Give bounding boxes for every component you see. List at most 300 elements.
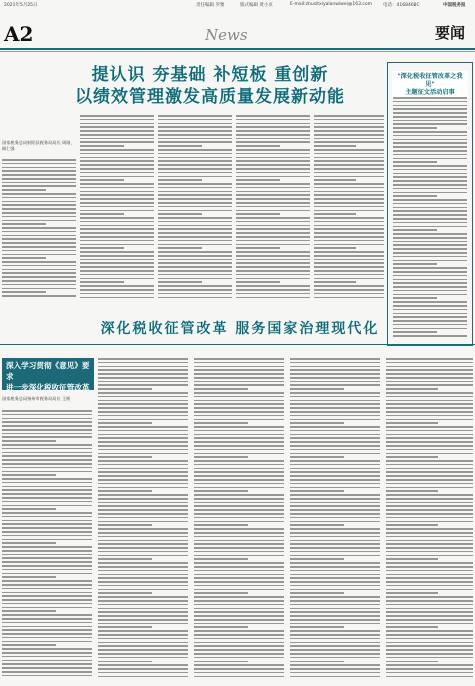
text-line bbox=[158, 262, 232, 264]
text-line bbox=[290, 430, 380, 432]
text-line bbox=[290, 449, 380, 451]
text-line bbox=[236, 278, 310, 280]
text-line bbox=[98, 634, 188, 636]
text-line bbox=[386, 373, 473, 375]
text-line bbox=[158, 259, 232, 261]
text-line bbox=[2, 554, 92, 556]
text-line bbox=[158, 266, 232, 268]
text-line bbox=[194, 475, 284, 477]
text-line bbox=[393, 123, 467, 125]
text-line bbox=[80, 119, 154, 121]
text-line bbox=[236, 123, 310, 125]
text-line bbox=[386, 566, 473, 568]
text-line bbox=[158, 228, 232, 230]
text-line bbox=[236, 183, 310, 185]
text-line bbox=[98, 381, 188, 383]
text-line bbox=[386, 400, 473, 402]
text-line bbox=[290, 581, 380, 583]
text-line bbox=[80, 168, 154, 170]
text-line bbox=[2, 185, 76, 187]
text-line bbox=[290, 540, 380, 542]
text-line bbox=[393, 105, 467, 107]
text-line bbox=[393, 237, 467, 239]
text-line bbox=[236, 187, 310, 189]
text-line bbox=[290, 596, 380, 598]
text-line bbox=[236, 228, 310, 230]
text-line bbox=[158, 172, 232, 174]
text-line bbox=[98, 623, 188, 625]
text-line bbox=[290, 528, 380, 530]
text-line bbox=[314, 183, 384, 185]
text-line bbox=[290, 411, 380, 413]
text-line bbox=[290, 517, 380, 519]
text-line bbox=[2, 482, 92, 484]
text-line bbox=[386, 592, 438, 594]
text-line bbox=[80, 202, 154, 204]
text-line bbox=[80, 232, 154, 234]
text-line bbox=[2, 261, 76, 263]
text-line bbox=[236, 153, 310, 155]
text-line bbox=[290, 532, 380, 534]
text-line bbox=[386, 453, 473, 455]
text-line bbox=[386, 505, 473, 507]
text-line bbox=[98, 615, 188, 617]
text-line bbox=[2, 433, 92, 435]
text-line bbox=[98, 524, 152, 526]
text-line bbox=[158, 236, 232, 238]
text-line bbox=[194, 479, 284, 481]
text-line bbox=[386, 392, 473, 394]
text-line bbox=[236, 194, 310, 196]
text-line bbox=[194, 536, 284, 538]
text-line bbox=[194, 471, 284, 473]
text-line bbox=[386, 366, 473, 368]
text-line bbox=[158, 176, 232, 178]
text-line bbox=[236, 274, 310, 276]
text-line bbox=[290, 377, 380, 379]
text-line bbox=[194, 411, 284, 413]
text-line bbox=[158, 255, 232, 257]
text-line bbox=[290, 468, 380, 470]
text-line bbox=[194, 543, 284, 545]
text-line bbox=[393, 199, 467, 201]
text-line bbox=[386, 672, 473, 674]
text-line bbox=[80, 221, 154, 223]
text-line bbox=[194, 668, 284, 670]
text-line bbox=[158, 119, 232, 121]
text-line bbox=[98, 630, 188, 632]
text-line bbox=[194, 453, 284, 455]
notice-title-line-2: 主题征文活动启事 bbox=[405, 89, 455, 96]
text-line bbox=[314, 115, 384, 117]
text-line bbox=[158, 191, 232, 193]
text-line bbox=[236, 119, 310, 121]
text-line bbox=[2, 516, 92, 518]
text-line bbox=[98, 642, 188, 644]
text-line bbox=[290, 604, 380, 606]
text-line bbox=[98, 362, 188, 364]
text-line bbox=[158, 221, 232, 223]
text-line bbox=[2, 276, 76, 278]
text-line bbox=[158, 126, 232, 128]
text-line bbox=[2, 474, 56, 476]
text-line bbox=[98, 411, 188, 413]
text-line bbox=[290, 464, 380, 466]
text-line bbox=[393, 271, 467, 273]
text-line bbox=[158, 130, 232, 132]
text-line bbox=[2, 565, 92, 567]
text-line bbox=[290, 441, 380, 443]
text-line bbox=[98, 581, 188, 583]
text-line bbox=[194, 558, 248, 560]
text-line bbox=[386, 657, 473, 659]
text-line bbox=[386, 589, 473, 591]
text-line bbox=[194, 377, 284, 379]
main-headline bbox=[40, 64, 380, 108]
text-line bbox=[290, 585, 380, 587]
text-line bbox=[98, 392, 188, 394]
text-line bbox=[80, 281, 124, 283]
text-line bbox=[236, 160, 310, 162]
text-line bbox=[2, 440, 56, 442]
text-line bbox=[2, 265, 76, 267]
text-line bbox=[2, 235, 76, 237]
text-line bbox=[393, 210, 467, 212]
article-1-column-3 bbox=[158, 115, 232, 302]
text-line bbox=[80, 187, 154, 189]
text-line bbox=[393, 207, 467, 209]
text-line bbox=[386, 381, 473, 383]
text-line bbox=[2, 531, 92, 533]
text-line bbox=[98, 430, 188, 432]
text-line bbox=[98, 657, 188, 659]
brand: 中国税务报 bbox=[443, 3, 466, 8]
text-line bbox=[194, 517, 284, 519]
designer: 版式编辑 黄小贞 bbox=[240, 3, 273, 8]
text-line bbox=[393, 324, 467, 326]
text-line bbox=[98, 596, 188, 598]
text-line bbox=[2, 223, 46, 225]
text-line bbox=[80, 153, 154, 155]
text-line bbox=[80, 293, 154, 295]
text-line bbox=[290, 505, 380, 507]
text-line bbox=[2, 227, 76, 229]
text-line bbox=[194, 657, 284, 659]
text-line bbox=[194, 626, 248, 628]
text-line bbox=[80, 278, 154, 280]
text-line bbox=[158, 164, 232, 166]
text-line bbox=[2, 163, 76, 165]
text-line bbox=[314, 247, 356, 249]
text-line bbox=[236, 225, 310, 227]
text-line bbox=[386, 585, 473, 587]
text-line bbox=[158, 206, 232, 208]
text-line bbox=[290, 445, 380, 447]
text-line bbox=[2, 576, 56, 578]
text-line bbox=[290, 460, 380, 462]
text-line bbox=[194, 468, 284, 470]
text-line bbox=[393, 158, 467, 160]
text-line bbox=[386, 388, 438, 390]
text-line bbox=[80, 251, 154, 253]
text-line bbox=[2, 667, 92, 669]
text-line bbox=[80, 297, 154, 299]
text-line bbox=[194, 619, 284, 621]
text-line bbox=[194, 513, 284, 515]
text-line bbox=[2, 523, 92, 525]
text-line bbox=[2, 535, 92, 537]
text-line bbox=[98, 483, 188, 485]
text-line bbox=[158, 270, 232, 272]
text-line bbox=[386, 664, 473, 666]
text-line bbox=[236, 247, 280, 249]
text-line bbox=[2, 607, 92, 609]
text-line bbox=[314, 262, 384, 264]
text-line bbox=[393, 173, 467, 175]
text-line bbox=[194, 608, 284, 610]
text-line bbox=[236, 217, 310, 219]
text-line bbox=[386, 362, 473, 364]
text-line bbox=[194, 521, 284, 523]
text-line bbox=[98, 369, 188, 371]
text-line bbox=[2, 557, 92, 559]
text-line bbox=[158, 183, 232, 185]
text-line bbox=[386, 490, 438, 492]
text-line bbox=[393, 335, 467, 337]
text-line bbox=[386, 426, 473, 428]
text-line bbox=[98, 426, 188, 428]
text-line bbox=[194, 577, 284, 579]
text-line bbox=[314, 176, 384, 178]
text-line bbox=[80, 123, 154, 125]
text-line bbox=[386, 396, 473, 398]
text-line bbox=[386, 358, 473, 360]
text-line bbox=[393, 154, 467, 156]
text-line bbox=[2, 291, 46, 293]
text-line bbox=[2, 471, 92, 473]
text-line bbox=[236, 281, 280, 283]
text-line bbox=[80, 134, 154, 136]
text-line bbox=[290, 649, 380, 651]
text-line bbox=[2, 410, 92, 412]
text-line bbox=[2, 497, 92, 499]
text-line bbox=[194, 483, 284, 485]
text-line bbox=[290, 407, 380, 409]
text-line bbox=[98, 543, 188, 545]
text-line bbox=[2, 610, 56, 612]
text-line bbox=[2, 452, 92, 454]
text-line bbox=[2, 501, 92, 503]
text-line bbox=[314, 141, 384, 143]
text-line bbox=[194, 630, 284, 632]
text-line bbox=[393, 313, 467, 315]
text-line bbox=[290, 551, 380, 553]
text-line bbox=[2, 459, 92, 461]
text-line bbox=[2, 212, 76, 214]
text-line bbox=[194, 430, 284, 432]
subhead-line-2: 进一步深化税收征管改革 bbox=[6, 383, 90, 392]
subhead-line-1: 深入学习贯彻《意见》要求 bbox=[6, 361, 90, 381]
text-line bbox=[290, 419, 380, 421]
text-line bbox=[290, 566, 380, 568]
text-line bbox=[2, 193, 76, 195]
text-line bbox=[386, 649, 473, 651]
text-line bbox=[393, 222, 467, 224]
text-line bbox=[2, 637, 92, 639]
text-line bbox=[386, 487, 473, 489]
text-line bbox=[2, 592, 92, 594]
text-line bbox=[2, 527, 92, 529]
text-line bbox=[236, 293, 310, 295]
text-line bbox=[194, 362, 284, 364]
text-line bbox=[2, 220, 76, 222]
text-line bbox=[80, 285, 154, 287]
text-line bbox=[2, 204, 76, 206]
text-line bbox=[194, 464, 284, 466]
text-line bbox=[290, 509, 380, 511]
text-line bbox=[290, 547, 380, 549]
text-line bbox=[386, 626, 438, 628]
text-line bbox=[80, 138, 154, 140]
text-line bbox=[290, 543, 380, 545]
text-line bbox=[194, 566, 284, 568]
text-line bbox=[194, 456, 248, 458]
text-line bbox=[194, 540, 284, 542]
text-line bbox=[98, 494, 188, 496]
text-line bbox=[2, 614, 92, 616]
text-line bbox=[194, 532, 284, 534]
text-line bbox=[236, 210, 310, 212]
text-line bbox=[290, 600, 380, 602]
text-line bbox=[393, 203, 467, 205]
text-line bbox=[2, 644, 56, 646]
text-line bbox=[290, 400, 380, 402]
text-line bbox=[158, 213, 202, 215]
text-line bbox=[158, 232, 232, 234]
text-line bbox=[80, 259, 154, 261]
text-line bbox=[194, 653, 284, 655]
text-line bbox=[98, 645, 188, 647]
text-line bbox=[290, 403, 380, 405]
text-line bbox=[314, 244, 384, 246]
text-line bbox=[194, 358, 284, 360]
text-line bbox=[386, 384, 473, 386]
editor: 责任编辑 罗雅 bbox=[196, 3, 225, 8]
text-line bbox=[158, 274, 232, 276]
text-line bbox=[2, 508, 56, 510]
text-line bbox=[194, 441, 284, 443]
text-line bbox=[393, 97, 467, 99]
text-line bbox=[386, 483, 473, 485]
text-line bbox=[194, 502, 284, 504]
text-line bbox=[80, 270, 154, 272]
text-line bbox=[80, 217, 154, 219]
text-line bbox=[314, 172, 384, 174]
text-line bbox=[2, 573, 92, 575]
text-line bbox=[194, 551, 284, 553]
article-2-byline: 国家税务总局扬州市税务局局长 王彬 bbox=[2, 396, 71, 401]
masthead-rule-thin bbox=[0, 51, 475, 52]
text-line bbox=[2, 489, 92, 491]
text-line bbox=[393, 267, 467, 269]
text-line bbox=[98, 626, 152, 628]
text-line bbox=[236, 289, 310, 291]
text-line bbox=[314, 259, 384, 261]
text-line bbox=[386, 661, 438, 663]
text-line bbox=[393, 248, 467, 250]
text-line bbox=[98, 517, 188, 519]
text-line bbox=[2, 284, 76, 286]
text-line bbox=[290, 524, 344, 526]
text-line bbox=[98, 532, 188, 534]
email: E-mail:zhusitxiyalanwiwei@163.com bbox=[290, 2, 373, 7]
text-line bbox=[98, 509, 188, 511]
text-line bbox=[98, 445, 188, 447]
masthead bbox=[0, 10, 475, 50]
text-line bbox=[314, 126, 384, 128]
text-line bbox=[386, 562, 473, 564]
text-line bbox=[393, 256, 467, 258]
text-line bbox=[386, 604, 473, 606]
text-line bbox=[393, 146, 467, 148]
text-line bbox=[2, 167, 76, 169]
text-line bbox=[194, 574, 284, 576]
article-1-column-5 bbox=[314, 115, 384, 302]
text-line bbox=[2, 539, 92, 541]
text-line bbox=[98, 577, 188, 579]
text-line bbox=[290, 619, 380, 621]
text-line bbox=[290, 570, 380, 572]
text-line bbox=[2, 629, 92, 631]
text-line bbox=[194, 611, 284, 613]
text-line bbox=[290, 381, 380, 383]
text-line bbox=[2, 603, 92, 605]
text-line bbox=[393, 161, 437, 163]
text-line bbox=[393, 108, 467, 110]
text-line bbox=[2, 626, 92, 628]
text-line bbox=[2, 520, 92, 522]
text-line bbox=[386, 540, 473, 542]
text-line bbox=[236, 176, 310, 178]
text-line bbox=[194, 596, 284, 598]
essay-contest-notice bbox=[387, 62, 473, 346]
text-line bbox=[98, 403, 188, 405]
text-line bbox=[393, 127, 437, 129]
notice-title bbox=[392, 71, 468, 99]
text-line bbox=[393, 192, 467, 194]
text-line bbox=[80, 247, 124, 249]
text-line bbox=[158, 244, 232, 246]
text-line bbox=[386, 536, 473, 538]
text-line bbox=[98, 676, 188, 678]
text-line bbox=[80, 183, 154, 185]
text-line bbox=[158, 123, 232, 125]
text-line bbox=[80, 266, 154, 268]
text-line bbox=[98, 574, 188, 576]
text-line bbox=[98, 528, 188, 530]
text-line bbox=[98, 415, 188, 417]
text-line bbox=[290, 373, 380, 375]
text-line bbox=[290, 396, 380, 398]
text-line bbox=[2, 622, 92, 624]
text-line bbox=[236, 134, 310, 136]
text-line bbox=[2, 182, 76, 184]
text-line bbox=[393, 214, 467, 216]
text-line bbox=[393, 328, 467, 330]
text-line bbox=[98, 608, 188, 610]
text-line bbox=[236, 145, 280, 147]
text-line bbox=[80, 141, 154, 143]
